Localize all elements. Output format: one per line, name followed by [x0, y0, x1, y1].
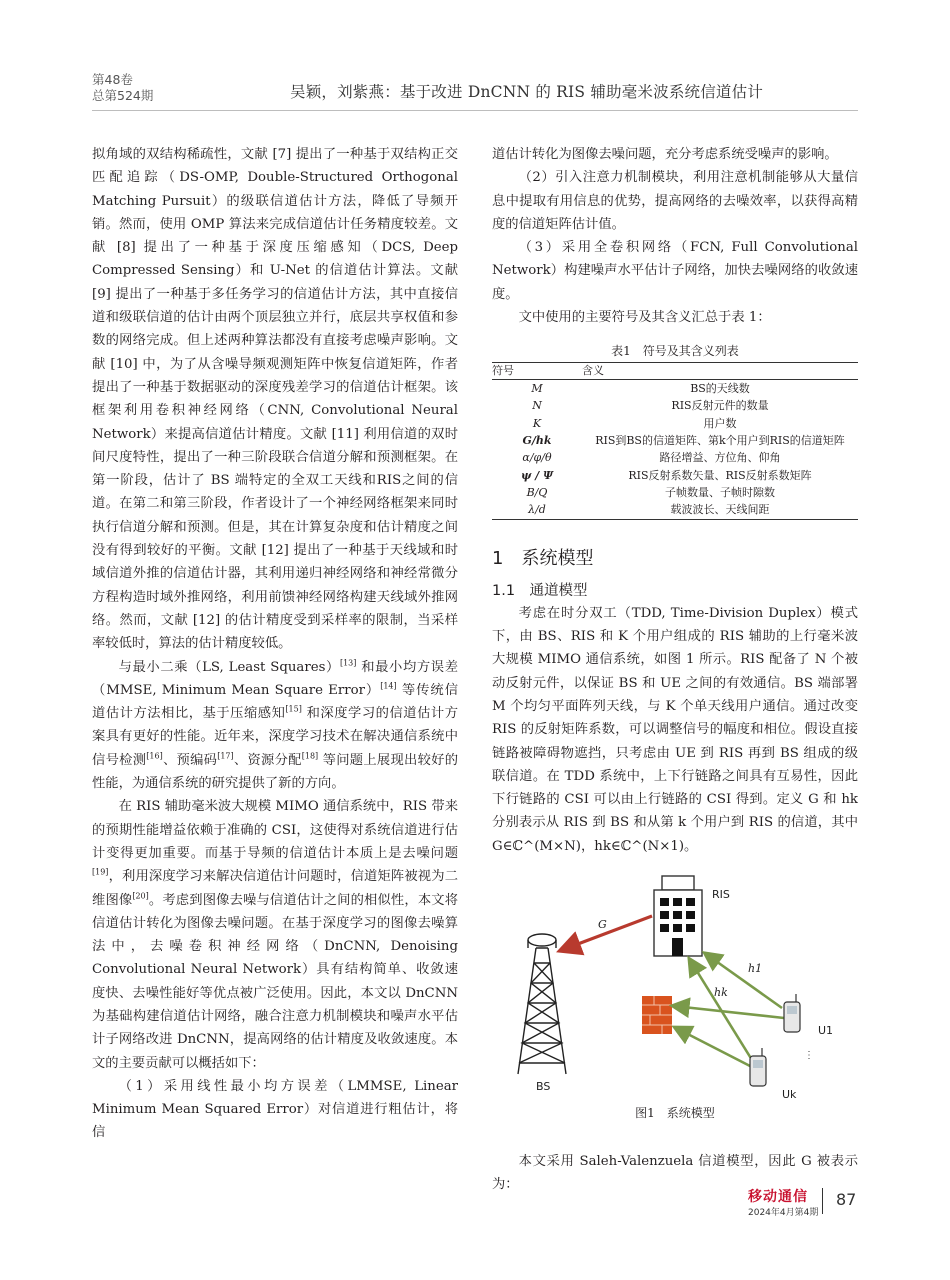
right-paragraph-6: 本文采用 Saleh-Valenzuela 信道模型，因此 G 被表示为： [492, 1154, 858, 1193]
user1-to-wall-arrow [674, 1006, 784, 1018]
ris-building-icon [654, 876, 702, 956]
issue: 总第524期 [92, 88, 154, 103]
table-row: N RIS反射元件的数量 [532, 399, 769, 413]
left-column [92, 143, 458, 1145]
figure-system-model [492, 868, 858, 1134]
right-paragraph-5: 考虑在时分双工（TDD, Time-Division Duplex）模式下，由 BS、RIS 和 K 个用户组成的 RIS 辅助的上行毫米波大规模 MIMO 通信系统，如图 1 所示。RIS 配备了 N 个被动反射元件，以保证 BS 和 UE 之间的有效通信。BS 端部署 M 个均匀平面阵列天线，与 K 个单天线用户通信。通过改变 RIS 的反射矩阵系数，可以调整信号的幅度和相位。假设直接链路被障碍物遮挡，只考虑由 UE 到 RIS 再到 BS 组成的级联信道。在 TDD 系统中，上下行链路之间具有互易性，因此下行链路的 CSI 可以由上行链路的 CSI 得到。定义 G 和 hk 分别表示从 RIS 到 BS 和从第 k 个用户到 RIS 的信道，其中 G∈ℂ^(M×N)，hk∈ℂ^(N×1)。 [492, 605, 858, 854]
ref-15: [15] [285, 704, 302, 714]
ref-13: [13] [339, 658, 357, 668]
table-row: K 用户数 [532, 416, 737, 430]
table-row: λ/d 载波波长、天线间距 [492, 501, 858, 519]
hk-label: hk [714, 986, 728, 1000]
ris-label: RIS [712, 888, 730, 902]
symbol-table [492, 362, 858, 519]
ref-20: [20] [132, 891, 149, 901]
user1-phone-icon [784, 994, 800, 1032]
channel-g-arrow [562, 916, 652, 950]
ellipsis-label: ⋮ [804, 1050, 814, 1062]
footer-divider [822, 1188, 823, 1214]
right-paragraph-3: （3）采用全卷积网络（FCN, Full Convolutional Network）构建噪声水平估计子网络，加快去噪网络的收敛速度。 [492, 240, 858, 302]
volume: 第48卷 [92, 72, 133, 87]
bs-tower-icon [518, 934, 566, 1074]
ref-18: [18] [301, 751, 319, 761]
table-row: ψ / Ψ RIS反射系数矢量、RIS反射系数矩阵 [520, 468, 812, 482]
right-column [492, 143, 858, 1197]
issue-date: 2024年4月第4期 [748, 1208, 819, 1218]
userk-to-wall-arrow [676, 1028, 750, 1066]
header-divider [92, 110, 858, 111]
page-number: 87 [836, 1190, 857, 1209]
h1-label: h1 [748, 962, 763, 976]
subsection-title: 1.1 通道模型 [492, 582, 588, 599]
right-paragraph-2: （2）引入注意力机制模块，利用注意机制能够从大量信息中提取有用信息的优势，提高网络的去噪效率，以获得高精度的信道矩阵估计值。 [492, 170, 858, 232]
ref-19: [19] [92, 867, 109, 877]
volume-info [92, 72, 153, 104]
left-paragraph-3: 在 RIS 辅助毫米波大规模 MIMO 通信系统中，RIS 带来的预期性能增益依赖于准确的 CSI，这使得对系统信道进行估计变得更加重要。而基于导频的信道估计本质上是去噪问题[19]，利用深度学习来解决信道估计问题时，信道矩阵被视为二维图像[20]。考虑到图像去噪与信道估计之间的相似性，本文将信道估计转化为图像去噪问题。在基于深度学习的图像去噪算法中，去噪卷积神经网络（DnCNN, Denoising Convolutional Neural Network）具有结构简单、收敛速度快、去噪性能好等优点被广泛使用。因此，本文以 DnCNN 为基础构建信道估计网络，融合注意力机制模块和噪声水平估计子网络改进 DnCNN，提高网络的估计精度及收敛速度。本文的主要贡献可以概括如下： [92, 799, 459, 1071]
table-row: B/Q 子帧数量、子帧时隙数 [526, 485, 775, 499]
ref-17: [17] [217, 751, 234, 761]
system-model-diagram [492, 868, 858, 1098]
g-label: G [598, 918, 607, 932]
running-title: 吴颖，刘紫燕：基于改进 DnCNN 的 RIS 辅助毫米波系统信道估计 [290, 83, 764, 101]
journal-logo: 移动通信 [748, 1189, 808, 1205]
table-row: α/φ/θ 路径增益、方位角、仰角 [522, 451, 781, 465]
table-header-symbol: 符号 [492, 363, 582, 380]
right-paragraph-1: 道估计转化为图像去噪问题，充分考虑系统受噪声的影响。 [492, 147, 838, 162]
left-paragraph-2: 与最小二乘（LS, Least Squares）[13] 和最小均方误差（MMSE, Minimum Mean Square Error）[14] 等传统信道估计方法相比，基于压缩感知[15] 和深度学习的信道估计方案具有更好的性能。近年来，深度学习技术在解决通信系统中信号检测[16]、预编码[17]、资源分配[18] 等问题上展现出较好的性能，为通信系统的研究提供了新的方向。 [92, 658, 459, 792]
right-paragraph-4: 文中使用的主要符号及其含义汇总于表 1： [518, 310, 771, 326]
ref-14: [14] [380, 681, 397, 691]
bs-label: BS [536, 1080, 551, 1094]
figure-caption: 图1 系统模型 [635, 1106, 715, 1121]
u1-label: U1 [818, 1024, 834, 1038]
section-title: 1 系统模型 [492, 547, 594, 569]
left-paragraph-4: （1）采用线性最小均方误差（LMMSE, Linear Minimum Mean Squared Error）对信道进行粗估计，将信 [92, 1078, 458, 1141]
left-paragraph-1: 拟角域的双结构稀疏性，文献 [7] 提出了一种基于双结构正交匹配追踪（DS-OMP, Double-Structured Orthogonal Matching Pursuit）的级联信道估计方法，降低了导频开销。然而，使用 OMP 算法来完成信道估计任务精度较差。文献 [8] 提出了一种基于深度压缩感知（DCS, Deep Compressed Sensing）和 U-Net 的信道估计算法。文献 [9] 提出了一种基于多任务学习的信道估计方法，其中直接信道和级联信道的估计由两个顶层独立并行，底层共享权值和参数的网络完成。但上述两种算法都没有直接考虑噪声影响。文献 [10] 中，为了从含噪导频观测矩阵中恢复信道矩阵，作者提出了一种基于数据驱动的深度残差学习的信道估计框架。该框架利用卷积神经网络（CNN, Convolutional Neural Network）来提高信道估计精度。文献 [11] 利用信道的双时间尺度特性，提出了一种三阶段联合信道分解和预测框架。在第一阶段，估计了 BS 端特定的全双工天线和RIS之间的信道。在第二和第三阶段，作者设计了一个神经网络框架来同时执行信道分解和预测。但是，其在计算复杂度和估计精度之间没有得到较好的平衡。文献 [12] 提出了一种基于天线域和时域信道外推的信道估计器，其利用递归神经网络和神经常微分方程构造时域外推网络，利用前馈神经网络构建天线域外推网络。然而，文献 [12] 的估计精度受到采样率的限制，当采样率较低时，算法的估计精度较低。 [92, 147, 458, 652]
table-row: M BS的天线数 [531, 382, 750, 396]
uk-label: Uk [782, 1088, 797, 1099]
wall-icon [642, 996, 672, 1034]
table-caption: 表1 符号及其含义列表 [611, 344, 739, 359]
ref-16: [16] [146, 751, 163, 761]
table-row: G/hk RIS到BS的信道矩阵、第k个用户到RIS的信道矩阵 [522, 433, 845, 447]
userk-phone-icon [750, 1048, 766, 1086]
channel-h1-arrow [706, 954, 782, 1008]
table-header-meaning: 含义 [582, 363, 858, 380]
